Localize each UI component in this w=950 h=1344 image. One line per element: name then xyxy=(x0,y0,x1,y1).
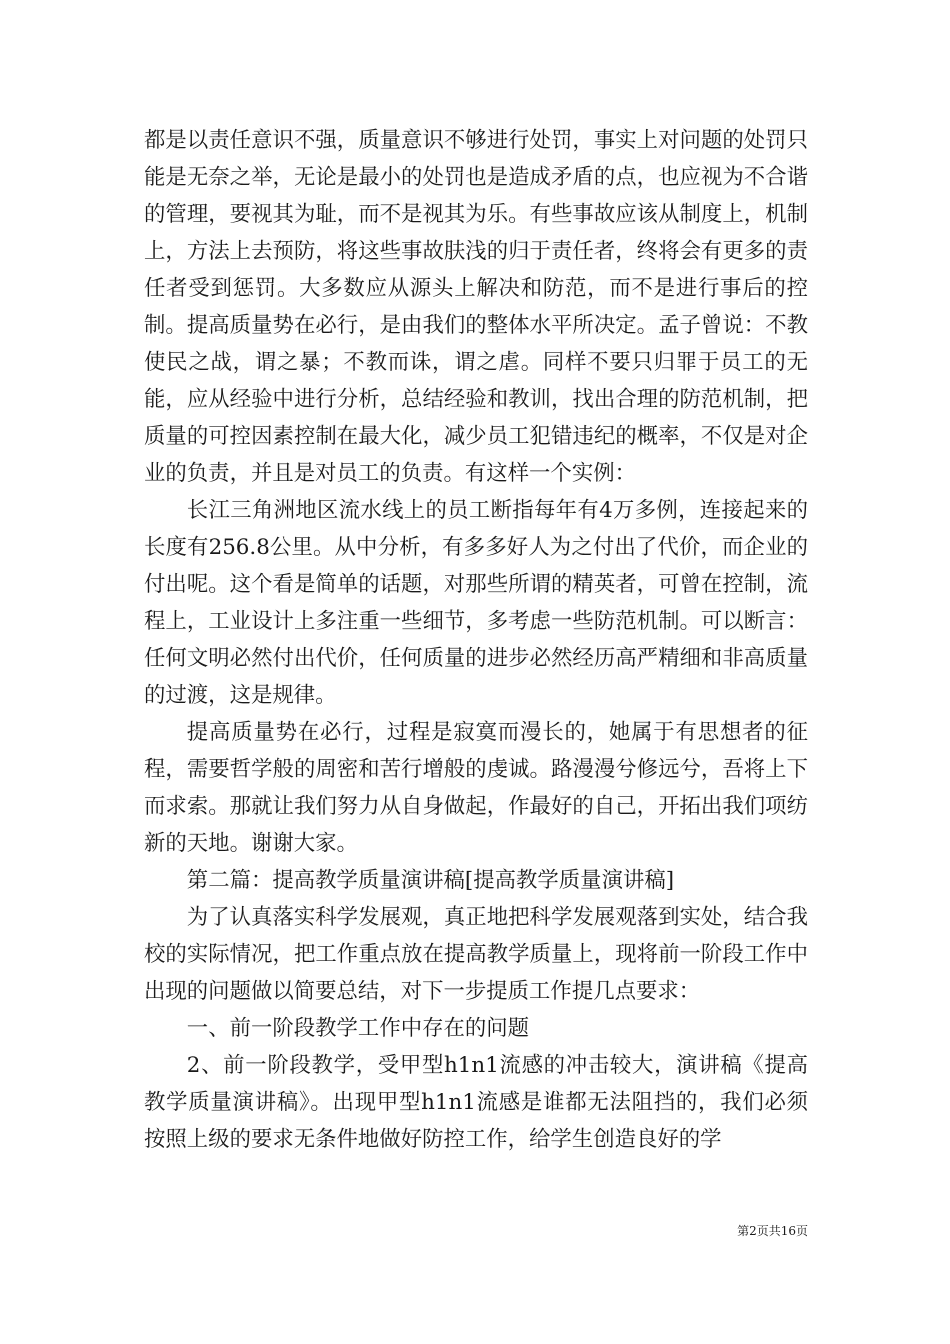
page-number: 第2页共16页 xyxy=(737,1224,808,1238)
document-body xyxy=(144,122,808,1158)
paragraph-item: 2、前一阶段教学，受甲型h1n1流感的冲击较大，演讲稿《提高教学质量演讲稿》。出现甲型h1n1流感是谁都无法阻挡的，我们必须按照上级的要求无条件地做好防控工作，给学生创造良好的学 xyxy=(144,1053,808,1152)
subsection-heading: 一、前一阶段教学工作中存在的问题 xyxy=(186,1016,530,1041)
paragraph-intro: 为了认真落实科学发展观，真正地把科学发展观落到实处，结合我校的实际情况，把工作重点放在提高教学质量上，现将前一阶段工作中出现的问题做以简要总结，对下一步提质工作提几点要求： xyxy=(144,905,808,1004)
paragraph-closing: 提高质量势在必行，过程是寂寞而漫长的，她属于有思想者的征程，需要哲学般的周密和苦行增般的虔诚。路漫漫兮修远兮，吾将上下而求索。那就让我们努力从自身做起，作最好的自己，开拓出我们项纺新的天地。谢谢大家。 xyxy=(144,720,808,856)
paragraph-example: 长江三角洲地区流水线上的员工断指每年有4万多例，连接起来的长度有256.8公里。从中分析，有多多好人为之付出了代价，而企业的付出呢。这个看是简单的话题，对那些所谓的精英者，可曾在控制，流程上，工业设计上多注重一些细节，多考虑一些防范机制。可以断言：任何文明必然付出代价，任何质量的进步必然经历高严精细和非高质量的过渡，这是规律。 xyxy=(144,498,808,708)
paragraph-continuation: 都是以责任意识不强，质量意识不够进行处罚，事实上对问题的处罚只能是无奈之举，无论是最小的处罚也是造成矛盾的点，也应视为不合谐的管理，要视其为耻，而不是视其为乐。有些事故应该从制度上，机制上，方法上去预防，将这些事故肤浅的归于责任者，终将会有更多的责任者受到惩罚。大多数应从源头上解决和防范，而不是进行事后的控制。提高质量势在必行，是由我们的整体水平所决定。孟子曾说：不教使民之战，谓之暴；不教而诛，谓之虐。同样不要只归罪于员工的无能，应从经验中进行分析，总结经验和教训，找出合理的防范机制，把质量的可控因素控制在最大化，减少员工犯错违纪的概率，不仅是对企业的负责，并且是对员工的负责。有这样一个实例： xyxy=(144,128,808,486)
section-heading: 第二篇：提高教学质量演讲稿[提高教学质量演讲稿] xyxy=(186,868,675,893)
